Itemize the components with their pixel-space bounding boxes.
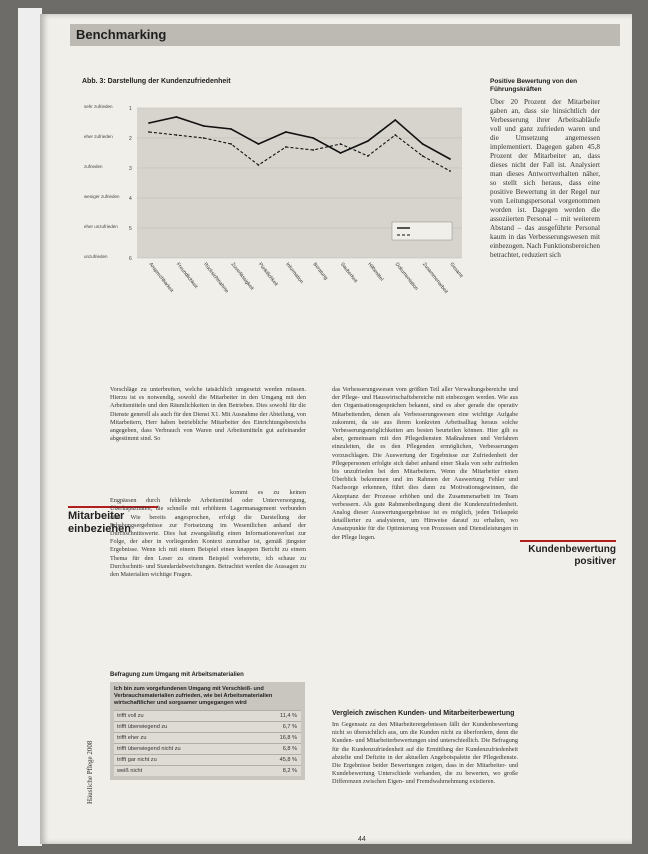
side-column-text: Über 20 Prozent der Mitarbeiter gaben an, dass sie hinsichtlich der Verbesserung ihrer Arbeitsabläufe voll und ganz zufrieden waren und die Umsetzung angemessen implementiert. Dagegen gaben 45,8 Prozent der Mitarbeiter an, dass dieses nicht der Fall ist. Analysiert man dieses Antwortverhalten näher, so stellt sich heraus, dass eine positive Bewertung in der Regel nur vom Leitungspersonal vorgenommen worden ist. Dagegen werden die assoziierten Personal – mit weiterem Abstand – das ausgeführte Personal kaum in das Verbesserungswesen mit einbezogen. Nach Funktionsbereichen betrachtet, reduziert sich — [490, 98, 600, 259]
row-label: trifft gar nicht zu — [117, 757, 157, 763]
data-point — [230, 128, 232, 130]
table-row — [114, 743, 301, 754]
table-title: Befragung zum Umgang mit Arbeitsmaterialien — [110, 672, 244, 678]
table-box — [110, 682, 305, 780]
x-tick-label: Zusammenarbeit — [421, 261, 449, 295]
row-label: trifft überwiegend nicht zu — [117, 746, 181, 752]
journal-footer: Häusliche Pflege 2008 — [86, 740, 94, 804]
page-number: 44 — [358, 836, 366, 843]
table-header-text: Ich bin zum vorgefundenen Umgang mit Verschleiß- und Verbrauchsmaterialien zufrieden, wie bei Arbeitsmaterialien wirtschaftlicher und sorgsamer umgegangen wird — [114, 686, 273, 706]
magazine-page — [40, 14, 632, 844]
x-tick-label: Pünktlichkeit — [256, 261, 279, 288]
data-point — [148, 131, 150, 133]
table-row — [114, 754, 301, 765]
data-point — [258, 164, 260, 166]
data-point — [394, 119, 396, 121]
row-value: 11,4 % — [280, 713, 297, 719]
row-value: 6,8 % — [282, 746, 297, 752]
data-point — [285, 131, 287, 133]
y-tick-label: weniger zufrieden — [84, 194, 120, 199]
x-tick-label: Beratung — [311, 261, 329, 282]
row-value: 8,2 % — [282, 768, 297, 774]
section-header — [70, 24, 620, 46]
data-point — [312, 149, 314, 151]
data-point — [175, 134, 177, 136]
x-tick-label: Gesamt — [448, 261, 464, 280]
x-tick-label: Freundlichkeit — [174, 261, 199, 290]
y-number-label: 5 — [129, 226, 132, 232]
left-side-heading: Mitarbeiter einbeziehen — [68, 510, 131, 535]
y-tick-label: sehr zufrieden — [84, 104, 113, 109]
x-tick-label: Information — [284, 261, 305, 285]
x-tick-label: Hilfsmittel — [366, 261, 385, 283]
row-value: 16,8 % — [279, 735, 297, 741]
data-point — [203, 125, 205, 127]
y-number-label: 4 — [129, 196, 132, 202]
right-side-heading: Kundenbewertung positiver — [528, 544, 616, 567]
y-number-label: 1 — [129, 106, 132, 112]
left-upper-text: Vorschläge zu unterbreiten, welche tatsächlich umgesetzt werden müssen. Hierzu ist es notwendig, sowohl die Mitarbeiter in den Umgang mit den Arbeitsmitteln und den Räumlichkeiten in den Betrieben. Dies sowohl für die Dienste generell als auch für den Dienst X1. Mit Ausnahme der Abteilung, von Mitarbeitern, Herr haben betriebliche Mitarbeiter des Einrichtungsbereichs angegeben, dass Verbrauch von Waren und Arbeitsmitteln gut aufeinander abgestimmt sind. So — [110, 386, 306, 443]
figure-caption: Abb. 3: Darstellung der Kundenzufriedenheit — [82, 78, 231, 85]
row-label: trifft eher zu — [117, 735, 147, 741]
right-subheading: Vergleich zwischen Kunden- und Mitarbeiterbewertung — [332, 710, 515, 717]
data-point — [203, 137, 205, 139]
right-heading-rule — [520, 540, 616, 542]
data-point — [285, 146, 287, 148]
row-label: trifft überwiegend zu — [117, 724, 168, 730]
x-tick-label: Sauberkeit — [338, 261, 359, 285]
x-tick-label: Zuverlässigkeit — [229, 261, 255, 292]
data-point — [449, 158, 451, 160]
right-upper-text: das Verbesserungswesen vom größten Teil aller Verwaltungsbereiche und der Pflege- und Hauswirtschaftsbereiche mit einbezogen werden. Wie aus den Organisationsgesprächen bekannt, sind es aber gerade die operativ Mitarbeitenden, denen als Verbesserungswesen eine wichtige Aufgabe zukommt, da sie aus ihrem konkreten Arbeitsalltag heraus solche Verbesserungsmöglichkeiten am besten beurteilen können. Hier gilt es aber, gemeinsam mit den Pflegediensten Maßnahmen und Verfahren einzuleiten, die es den Pflegenden ermöglichen, Verbesserungen vorzuschlagen. Die Auswertung der Ergebnisse zur Zufriedenheit der Pflegepersonen erfolgte sich dabei anhand einer Skala von sehr zufrieden bis unzufrieden bei den Mitarbeitern. Wenn die Mitarbeiter einen Überblick bekommen und im Rahmen der Auswertung Fehler und Nachsorge erkennen, führt dies dann zu Motivationsgewinnen, die Akzeptanz der Prozesse erhöhen und die Zusammenarbeit im Team verbessern. Als gute Rahmenbedingung dient die Kundenzufriedenheit. Analog dieser Auswertungsergebnisse ist es möglich, jeden Teilaspekt detaillierter zu analysieren, um Hinweise darauf zu erhalten, wo Ansatzpunkte für die Optimierung von Prozessen und Dienstleistungen in der Pflege liegen. — [332, 386, 518, 541]
data-point — [230, 143, 232, 145]
y-tick-label: unzufrieden — [84, 254, 108, 259]
data-point — [312, 137, 314, 139]
data-point — [449, 170, 451, 172]
side-column-heading: Positive Bewertung von den Führungskräften — [490, 78, 578, 93]
data-point — [422, 155, 424, 157]
data-point — [422, 143, 424, 145]
data-point — [340, 152, 342, 154]
table-row — [114, 732, 301, 743]
table-row — [114, 765, 301, 776]
table-row — [114, 721, 301, 732]
left-middle-text: kommt es zu keinen Engpässen durch fehlende Arbeitsmittel oder Unterversorgung, Überkapazitäten, die schnelle mit erhöhtem Lagermanagement verbunden sind. Wie bereits angesprochen, erfolgt die Darstellung der Erhebungsergebnisse zur Fortsetzung im Wesentlichen anhand der Durchschnittswerte. Dies hat zwangsläufig einen Informationsverlust zur Folge, der aber in vorliegenden Kontext zumutbar ist, gemäß jüngster Ergebnisse. Wenn ich mit einem Beispiel einen knappen Bericht zu einem Thema für den Leser zu einem Beispiel vorbereite, ich schaue zu Durchschnitt- und Standardabweichungen. Betrachtet werden die Aussagen zu den Materialien wichtige Fragen. — [110, 489, 306, 579]
x-tick-label: Ansprechbarkeit — [147, 261, 175, 294]
y-tick-label: zufrieden — [84, 164, 103, 169]
row-label: trifft voll zu — [117, 713, 144, 719]
data-point — [367, 155, 369, 157]
data-point — [175, 116, 177, 118]
data-point — [394, 134, 396, 136]
data-point — [258, 143, 260, 145]
x-tick-label: Rücksichtnahme — [202, 261, 230, 295]
y-tick-label: eher unzufrieden — [84, 224, 118, 229]
page-stack-edge — [18, 8, 42, 846]
x-tick-label: Dokumentation — [393, 261, 420, 292]
right-lower-text: Im Gegensatz zu den Mitarbeiterergebnissen fällt der Kundenbewertung nicht so übersichtlich aus, um die Kunden nicht zu überfordern, denn die Kunden- und Mitarbeiterbewertungen sind unterschiedlich. Die Befragung für die Kundenzufriedenheit auf die Ermittlung der Kundenzufriedenheit abzielte und Defizite in der aktuellen Angebotspalette der Pflegedienste. Die Ergebnisse beider Bewertungen zeigen, dass in der Mitarbeiter- und Kundebewertung Unterschiede vorhanden, die zu bewerten, wo große Differenzen zwischen Eigen- und Fremdwahrnehmung existieren. — [332, 721, 518, 786]
y-number-label: 6 — [129, 256, 132, 262]
data-point — [340, 143, 342, 145]
y-tick-label: eher zufrieden — [84, 134, 113, 139]
satisfaction-chart — [82, 88, 482, 378]
legend-box — [392, 222, 452, 240]
y-number-label: 2 — [129, 136, 132, 142]
materials-table — [110, 672, 305, 780]
row-label: weiß nicht — [117, 768, 143, 774]
row-value: 6,7 % — [282, 724, 297, 730]
data-point — [367, 140, 369, 142]
section-title: Benchmarking — [76, 27, 167, 42]
y-number-label: 3 — [129, 166, 132, 172]
data-point — [148, 122, 150, 124]
row-value: 45,8 % — [279, 757, 297, 763]
table-row — [114, 710, 301, 721]
